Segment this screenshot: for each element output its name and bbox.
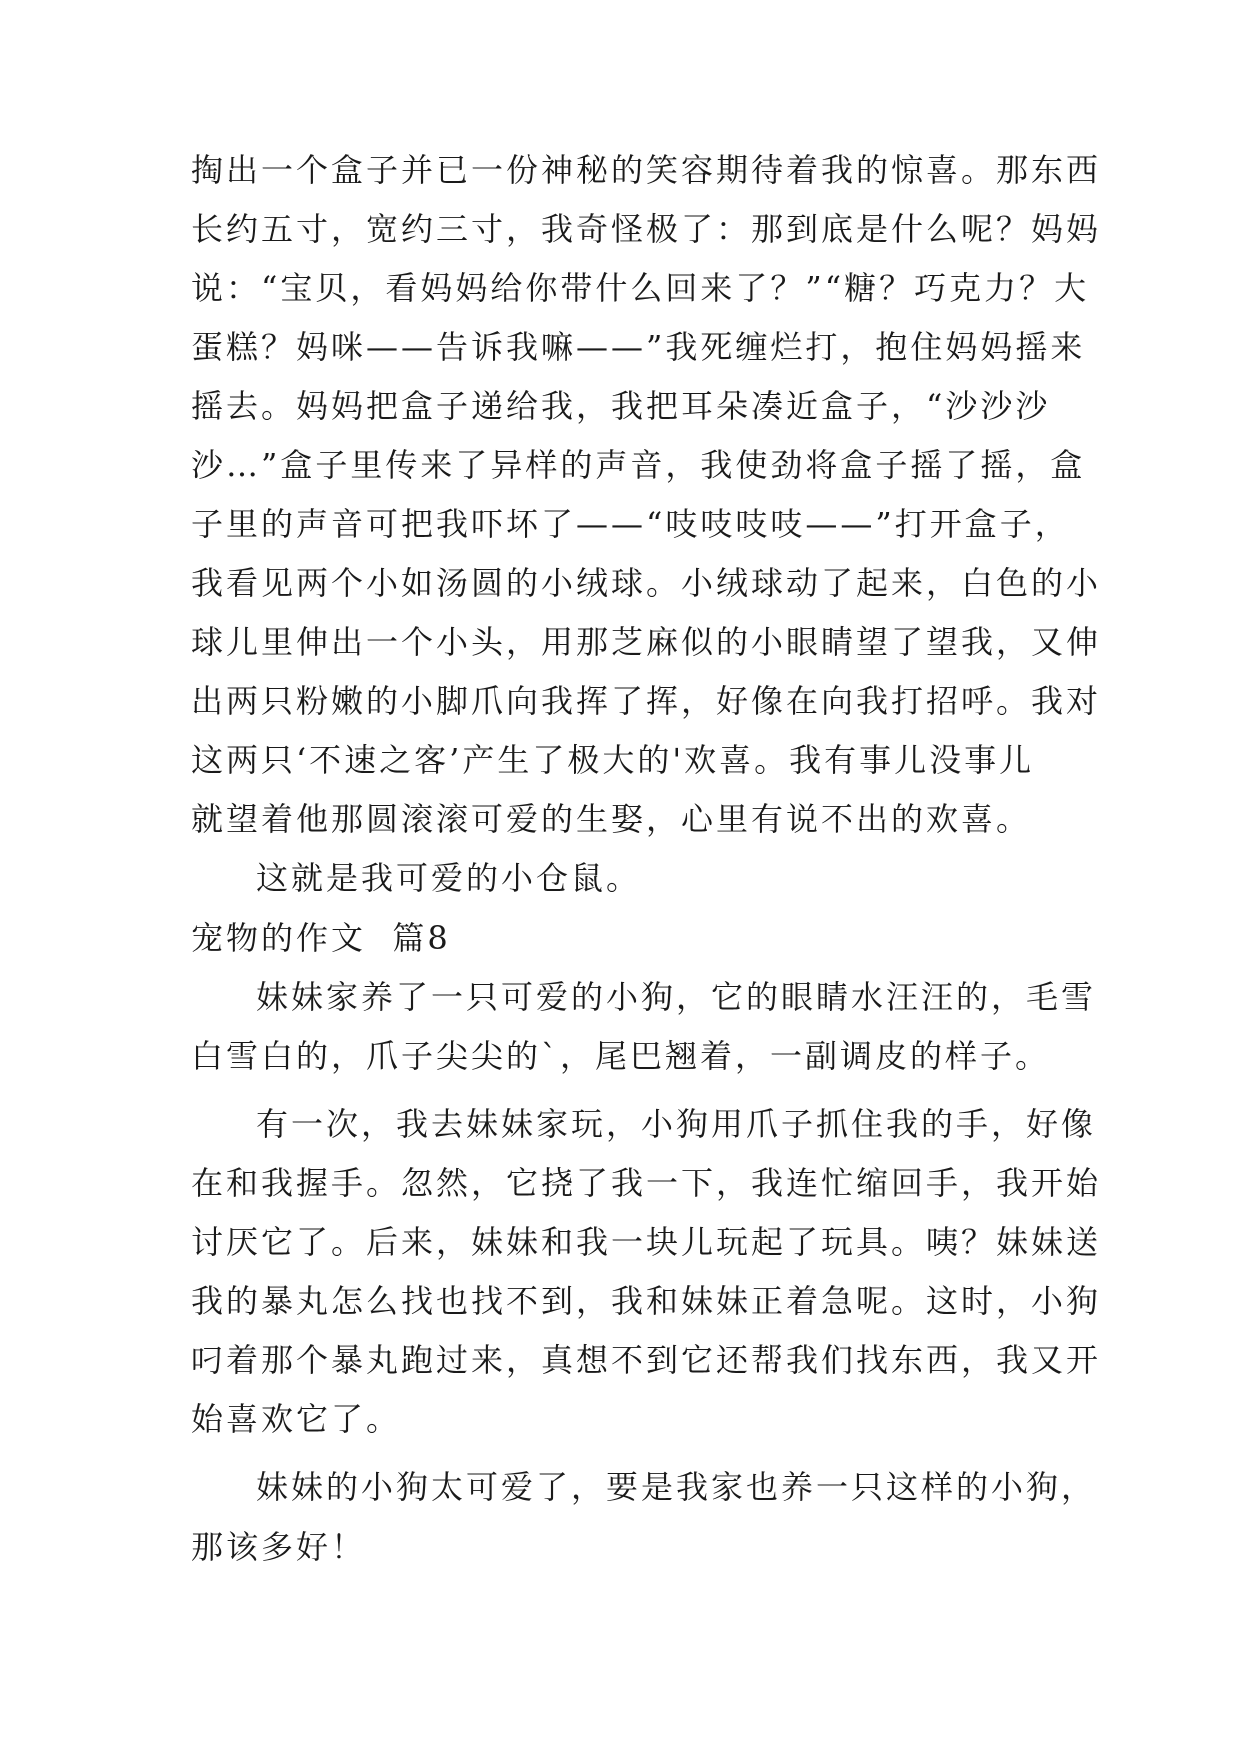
paragraph-line: 叼着那个暴丸跑过来，真想不到它还帮我们找东西，我又开 — [191, 1341, 1102, 1379]
paragraph-line: 球儿里伸出一个小头，用那芝麻似的小眼睛望了望我，又伸 — [191, 623, 1102, 661]
paragraph-line: 摇去。妈妈把盒子递给我，我把耳朵凑近盒子，“沙沙沙 — [191, 387, 1051, 425]
paragraph-line: 那该多好！ — [191, 1528, 367, 1566]
paragraph-line: 始喜欢它了。 — [191, 1400, 402, 1438]
paragraph-line: 妹妹的小狗太可爱了，要是我家也养一只这样的小狗， — [256, 1468, 1097, 1506]
paragraph-line: 就望着他那圆滚滚可爱的生娶，心里有说不出的欢喜。 — [191, 800, 1032, 838]
paragraph-line: 有一次，我去妹妹家玩，小狗用爪子抓住我的手，好像 — [256, 1105, 1097, 1143]
paragraph-line: 说：“宝贝，看妈妈给你带什么回来了？”“糖？巧克力？大 — [191, 269, 1090, 307]
paragraph-line: 掏出一个盒子并已一份神秘的笑容期待着我的惊喜。那东西 — [191, 151, 1102, 189]
paragraph-line: 沙…”盒子里传来了异样的声音，我使劲将盒子摇了摇，盒 — [191, 446, 1086, 484]
paragraph-line: 长约五寸，宽约三寸，我奇怪极了：那到底是什么呢？妈妈 — [191, 210, 1102, 248]
paragraph-line: 子里的声音可把我吓坏了——“吱吱吱吱——”打开盒子， — [191, 505, 1070, 543]
paragraph-line: 我看见两个小如汤圆的小绒球。小绒球动了起来，白色的小 — [191, 564, 1102, 602]
paragraph-line: 这两只‘不速之客’产生了极大的'欢喜。我有事儿没事儿 — [191, 741, 1035, 779]
paragraph-line: 讨厌它了。后来，妹妹和我一块儿玩起了玩具。咦？妹妹送 — [191, 1223, 1102, 1261]
paragraph-line: 我的暴丸怎么找也找不到，我和妹妹正着急呢。这时，小狗 — [191, 1282, 1102, 1320]
paragraph-line: 蛋糕？妈咪——告诉我嘛——”我死缠烂打，抱住妈妈摇来 — [191, 328, 1086, 366]
paragraph-line: 出两只粉嫩的小脚爪向我挥了挥，好像在向我打招呼。我对 — [191, 682, 1102, 720]
paragraph-line: 在和我握手。忽然，它挠了我一下，我连忙缩回手，我开始 — [191, 1164, 1102, 1202]
paragraph-line: 白雪白的，爪子尖尖的`，尾巴翘着，一副调皮的样子。 — [191, 1037, 1051, 1075]
paragraph-line: 妹妹家养了一只可爱的小狗，它的眼睛水汪汪的，毛雪 — [256, 978, 1097, 1016]
paragraph-line: 这就是我可爱的小仓鼠。 — [256, 859, 642, 897]
section-heading: 宠物的作文 篇8 — [191, 919, 451, 957]
